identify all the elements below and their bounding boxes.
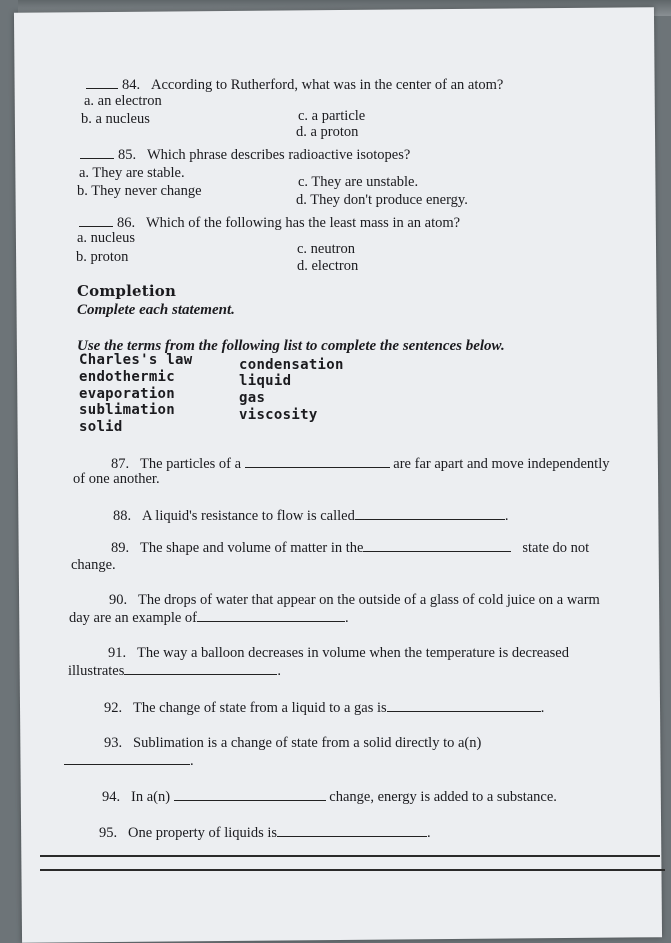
question-number: 89.: [111, 540, 130, 556]
bottom-rule: [40, 869, 665, 871]
term-item: viscosity: [239, 407, 318, 423]
question-text: The shape and volume of matter in the: [140, 540, 364, 556]
question-92: [104, 699, 544, 717]
question-89-continued: change.: [71, 557, 116, 573]
option-b: b. proton: [76, 249, 129, 265]
question-number: 90.: [109, 592, 128, 608]
answer-blank-90[interactable]: [197, 609, 345, 622]
answer-blank-88[interactable]: [355, 507, 505, 520]
answer-blank-95[interactable]: [277, 824, 427, 837]
instruction-text: Use the terms from the following list to complete the sentences below.: [77, 338, 505, 354]
option-d: d. a proton: [296, 124, 359, 140]
period: .: [427, 825, 431, 841]
question-number: 85.: [118, 147, 137, 163]
answer-blank-94[interactable]: [174, 788, 326, 801]
question-text: In a(n): [131, 789, 171, 805]
term-item: endothermic: [79, 369, 176, 385]
answer-blank-85[interactable]: [80, 146, 114, 159]
term-item: condensation: [239, 357, 344, 373]
period: .: [277, 663, 282, 679]
question-text: Which of the following has the least mass in an atom?: [146, 215, 461, 231]
question-text: One property of liquids is: [128, 825, 278, 841]
question-text: The change of state from a liquid to a gas is: [133, 700, 387, 716]
question-number: 91.: [108, 645, 127, 661]
term-item: liquid: [239, 373, 292, 389]
question-91: [108, 645, 569, 662]
question-number: 88.: [113, 508, 132, 524]
question-number: 92.: [104, 700, 123, 716]
answer-blank-87[interactable]: [245, 455, 390, 468]
question-87: [111, 455, 610, 473]
option-a: a. They are stable.: [79, 165, 185, 181]
answer-blank-92[interactable]: [387, 699, 541, 712]
question-text: Which phrase describes radioactive isotopes?: [147, 147, 411, 163]
question-89: [111, 539, 589, 557]
question-number: 94.: [102, 789, 121, 805]
option-c: c. a particle: [298, 108, 366, 124]
question-88: [113, 507, 508, 525]
question-87-continued: of one another.: [73, 471, 160, 487]
term-item: gas: [239, 390, 266, 406]
option-d: d. electron: [297, 258, 359, 274]
question-90: [109, 592, 600, 609]
question-84: [86, 76, 503, 94]
question-text: The particles of a: [140, 456, 242, 472]
question-text: The drops of water that appear on the outside of a glass of cold juice on a warm: [138, 592, 600, 608]
section-title: Completion: [77, 282, 177, 300]
period: .: [345, 610, 349, 626]
option-c: c. neutron: [297, 241, 355, 257]
question-number: 87.: [111, 456, 130, 472]
question-93: [104, 735, 481, 752]
question-text: A liquid's resistance to flow is called: [142, 508, 355, 524]
question-95: [99, 824, 431, 842]
question-94: [102, 788, 557, 806]
option-b: b. They never change: [77, 183, 202, 199]
term-item: Charles's law: [79, 352, 193, 368]
question-90-continued: [69, 609, 349, 627]
question-text: illustrates: [68, 663, 125, 679]
question-text: According to Rutherford, what was in the center of an atom?: [151, 77, 504, 93]
answer-blank-86[interactable]: [79, 214, 113, 227]
question-number: 86.: [117, 215, 136, 231]
question-text: day are an example of: [69, 610, 198, 626]
question-91-continued: [68, 662, 281, 680]
question-number: 95.: [99, 825, 118, 841]
question-number: 93.: [104, 735, 123, 751]
term-item: sublimation: [79, 402, 176, 418]
question-number: 84.: [122, 77, 141, 93]
option-c: c. They are unstable.: [298, 174, 419, 190]
section-subtitle: Complete each statement.: [77, 302, 235, 318]
question-text-after: state do not: [522, 540, 590, 556]
answer-blank-84[interactable]: [86, 76, 118, 89]
bottom-rule: [40, 855, 660, 857]
term-item: evaporation: [79, 386, 176, 402]
question-text: The way a balloon decreases in volume when the temperature is decreased: [137, 645, 569, 661]
term-item: solid: [79, 419, 123, 435]
question-93-continued: [64, 752, 194, 770]
question-text: Sublimation is a change of state from a solid directly to a(n): [133, 735, 482, 751]
answer-blank-93[interactable]: [64, 752, 190, 765]
question-85: [80, 146, 410, 164]
answer-blank-91[interactable]: [124, 662, 277, 675]
option-d: d. They don't produce energy.: [296, 192, 468, 208]
option-a: a. nucleus: [77, 230, 135, 246]
answer-blank-89[interactable]: [363, 539, 511, 552]
option-b: b. a nucleus: [81, 111, 150, 127]
question-86: [79, 214, 460, 232]
period: .: [504, 508, 509, 524]
question-text-after: change, energy is added to a substance.: [329, 789, 557, 805]
period: .: [190, 753, 194, 769]
question-text-after: are far apart and move independently: [393, 456, 610, 472]
period: .: [540, 700, 545, 716]
option-a: a. an electron: [84, 93, 162, 109]
